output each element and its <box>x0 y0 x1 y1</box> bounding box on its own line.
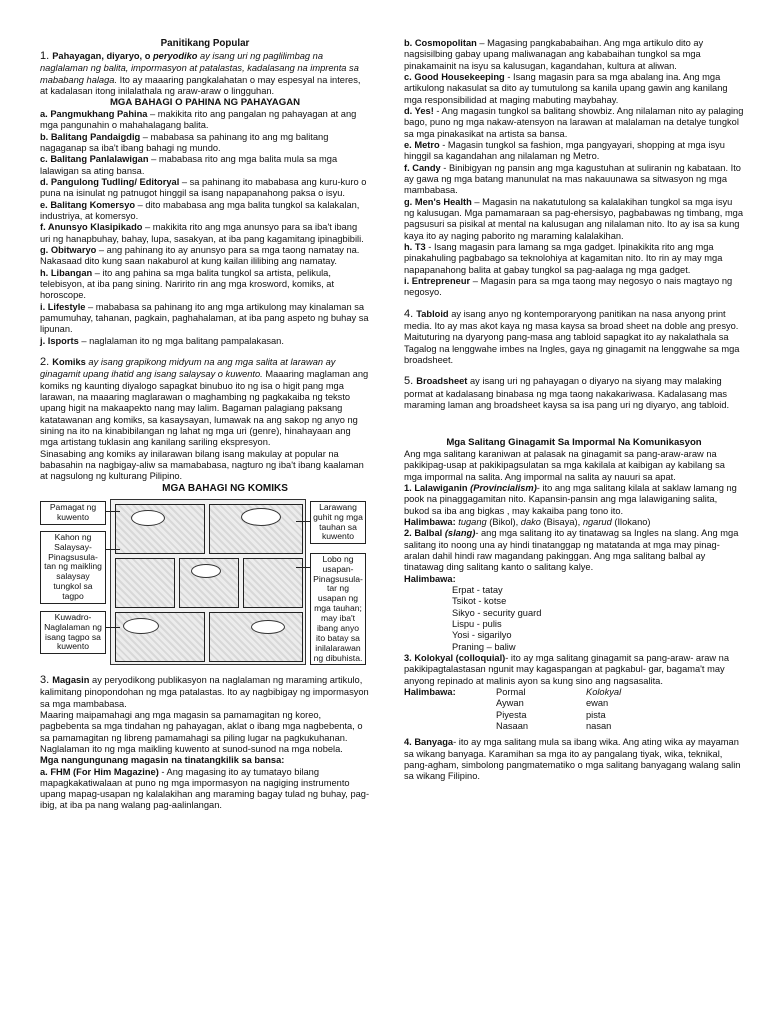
term-tabloid: Tabloid <box>416 308 449 319</box>
informal-heading: Mga Salitang Ginagamit Sa Impormal Na Komunikasyon <box>446 437 702 449</box>
list-item-label: d. Pangulong Tudling/ Editoryal <box>40 177 180 187</box>
item-broadsheet <box>404 375 744 411</box>
item-number: 5. <box>404 375 417 388</box>
magazine-text: - Ang magasing ito ay tumatayo bilang mapagkakatiwalaan at puno ng mga impormasyon na nagiging instrumento upang mapag-usapan ng kalalakihan ang maraming bagay tulad ng buhay, pag-ibig, at iba pa nang walang pag-aalinlangan. <box>40 766 370 811</box>
speech-bubble <box>131 510 165 526</box>
callout-label: Kahon ng Salaysay- <box>54 531 92 552</box>
item-number: 3. <box>40 673 53 686</box>
newspaper-parts-list <box>40 109 370 347</box>
callout-text: Larawang guhit ng mga tauhan sa kuwento <box>313 501 363 542</box>
example-word: dako <box>520 517 541 527</box>
list-item-text: – sa pahinang ito mababasa ang kuru-kuro o puna na isinulat ng patnugot hinggil sa isang napapanahong paksa o isyu. <box>40 177 367 199</box>
comic-panel <box>209 612 303 662</box>
term-komiks: Komiks <box>52 356 86 367</box>
magazines-heading: Mga nangungunang magasin na tinatangkilik sa bansa: <box>40 755 285 766</box>
list-item: Lispu - pulis <box>452 618 502 629</box>
pahayagan-description: Ito ay maaaring pangkalahatan o may espesyal na interes, at kadalasan itong inilalathala ng araw-araw o lingguhan. <box>40 74 361 96</box>
list-item <box>40 302 370 336</box>
list-item-text: – naglalaman ito ng mga balitang pampalakasan. <box>78 335 284 346</box>
item-number: 2. <box>40 355 53 368</box>
list-item <box>40 200 370 223</box>
magazine-item <box>404 242 744 276</box>
informal-intro: Ang mga salitang karaniwan at palasak na ginagamit sa pang-araw-araw na pakikipag-usap at pakikipagsulatan sa mga kakilala at kaibigan ay kabilang sa mga impormal na salita. Ang impormal na salita ay nauuri sa apat. <box>404 449 725 482</box>
callout-label: Lobo ng usapan- <box>322 553 354 574</box>
term-magasin: Magasin <box>52 674 90 685</box>
list-item-label: i. Lifestyle <box>40 301 86 312</box>
list-item-text: – makikita rito ang pangalan ng pahayagan at ang mga pangunahin o mahahalagang balita. <box>40 109 357 131</box>
item-term: (Provincialism) <box>470 483 537 494</box>
speech-bubble <box>191 564 221 578</box>
komiks-definition: ay isang grapikong midyum na ang mga salita at larawan ay ginagamit upang ihatid ang isang salaysay o kuwento. <box>40 356 336 380</box>
callout-text: Pinagsusula-tar ng usapan ng mga tauhan; may iba't ibang anyo ito batay sa inilalarawan ng dibuhista. <box>313 573 363 663</box>
informal-item-kolokyal <box>404 653 744 687</box>
magazine-item <box>404 38 744 72</box>
informal-item-banyaga <box>404 737 744 782</box>
list-item-label: h. Libangan <box>40 267 93 278</box>
magazine-text: – Magasin na nakatutulong sa kalalakihan tungkol sa mga isyu ng kalusugan. Mga pamamaraan sa pag-ehersisyo, pagbabawas ng timbang, mga pagsusuri sa pisikal at mental na kalusugan ang nilalaman nito. Ito ay isa sa kung kaya ito ay naging paborito ng maraming kalalakihan. <box>404 196 744 241</box>
document-title: Panitikang Popular <box>160 38 250 49</box>
list-item <box>40 268 370 302</box>
magazine-item <box>404 72 744 106</box>
magazine-label: h. T3 <box>404 241 426 252</box>
item-magasin <box>40 674 370 710</box>
balbal-example-label: Halimbawa: <box>404 573 456 584</box>
list-item-text: – mababasa sa pahinang ito ang mga artikulong may kinalaman sa pamumuhay, tahanan, pagkain, paghahalaman, at iba pang aspeto ng buhay sa lipunan. <box>40 301 369 335</box>
broadsheet-description: ay isang uri ng pahayagan o diyaryo na siyang may malaking pormat at kadalasang binabasa ng mga taong nakakariwasa. Kadalasang mas maraming laman ang broadsheet kaysa sa isa pang uri ng diyaryo, ang tabloid. <box>404 376 730 410</box>
left-column <box>40 38 370 812</box>
list-item-text: – ito ang pahina sa mga balita tungkol sa artista, pelikula, telebisyon, at iba pang sining. Naririto rin ang mga krosword, komiks, at horoscope. <box>40 267 335 301</box>
example-label: Halimbawa: <box>404 686 456 697</box>
magazine-label: c. Good Housekeeping <box>404 71 505 82</box>
callout-kuwadro <box>40 611 106 655</box>
magazine-label: g. Men's Health <box>404 196 472 207</box>
magazine-label: a. FHM (For Him Magazine) <box>40 766 159 777</box>
callout-arrow <box>106 511 120 512</box>
callout-text: Naglalaman ng isang tagpo sa kuwento <box>44 621 102 652</box>
term-broadsheet: Broadsheet <box>416 376 468 387</box>
list-item-text: – makikita rito ang mga anunsyo para sa iba't ibang uri ng hanapbuhay, bahay, lupa, sasakyan, at iba pang kagamitang ipinagbibili. <box>40 222 364 244</box>
table-cell: Aywan <box>496 698 524 709</box>
magazine-text: - Isang magasin para lamang sa mga gadget. Ipinakikita rito ang mga pinakahuling pagbabago sa teknolohiya at kagamitan nito. Ito rin ay may mga napapanahong balita at gabay tungkol sa pag-aalaga ng mga gadget. <box>404 241 723 275</box>
item-label: 1. Lalawiganin <box>404 483 471 494</box>
comic-panel <box>243 558 303 608</box>
example-word: ngarud <box>582 517 612 527</box>
section-heading-parts: MGA BAHAGI O PAHINA NG PAHAYAGAN <box>109 97 301 109</box>
callout-arrow <box>296 567 310 568</box>
table-cell: pista <box>586 709 606 720</box>
magazine-text: - Magasin tungkol sa fashion, mga pangyayari, shopping at mga isyu hinggil sa kagandahan ang nilalaman ng Metro. <box>404 139 725 162</box>
magazine-item <box>404 140 744 163</box>
tabloid-description: ay isang anyo ng kontemporaryong panitikan na nasa anyong print media. Ito ay mas akot kaya ng masa kaysa sa broad sheet na doble ang presyo. Maituturing na dyaryong pang-masa ang tabloid sapagkat ito ay nakalathala sa Tagalog na lenggwahe imbes na Ingles, gaya ng ginagamit na lenggwahe sa mga broadsheet. <box>404 308 740 365</box>
magasin-description-3: Naglalaman ito ng mga maikling kuwento at sunod-sunod na mga nobela. <box>40 743 343 754</box>
magazine-label: f. Candy <box>404 162 441 173</box>
callout-lobo <box>310 553 366 666</box>
callout-arrow <box>296 521 310 522</box>
item-label: 4. Banyaga <box>404 737 454 748</box>
magazine-text: - Binibigyan ng pansin ang mga kagustuhan at suliranin ng kabataan. Ito ay gawa ng mga batang manunulat na mas nakauunawa sa sitwasyon ng mga mambabasa. <box>404 162 741 196</box>
callout-arrow <box>106 549 120 550</box>
magazine-text: – Magasin para sa mga taong may negosyo o nais magtayo ng negosyo. <box>404 275 733 298</box>
magazine-text: - Isang magasin para sa mga abalang ina. Ang mga artikulong nakasulat sa dito ay tumutulong sa kanila upang gawin ang kanilang mga responsibilidad at maging mabuting maybahay. <box>404 71 728 105</box>
magazine-item <box>404 106 744 140</box>
item-komiks <box>40 356 370 449</box>
magazine-item <box>404 276 744 299</box>
item-number: 1. <box>40 49 53 62</box>
callout-label: Kuwadro- <box>54 611 92 622</box>
list-item-label: c. Balitang Panlalawigan <box>40 154 149 165</box>
magasin-description: ay peryodikong publikasyon na naglalaman ng maraming artikulo, kalimitang pinopondohan ng mga patalastas. Ito ay nagbibigay ng impormasyon sa mga mambabasa. <box>40 674 369 709</box>
example-origin: (Ilokano) <box>611 517 651 527</box>
list-item-label: a. Pangmukhang Pahina <box>40 109 148 120</box>
list-item-label: b. Balitang Pandaigdig <box>40 131 141 142</box>
table-cell: Nasaan <box>496 720 529 731</box>
pahayagan-definition: ay isang uri ng paglilimbag na naglalaman ng balita, impormasyon at patalastas, kadalasang na imprenta sa mababang halaga. <box>40 50 359 85</box>
list-item <box>40 132 370 155</box>
list-item <box>40 222 370 245</box>
callout-text: Pinagsusula-tan ng maikling salaysay tungkol sa tagpo <box>44 551 102 602</box>
item-number: 4. <box>404 307 417 320</box>
magazine-item <box>40 767 370 812</box>
magazine-label: b. Cosmopolitan <box>404 38 477 48</box>
list-item-text: – mababasa sa pahinang ito ang mg balitang nagaganap sa iba't ibang bahagi ng mundo. <box>40 131 329 154</box>
list-item-label: e. Balitang Komersyo <box>40 199 136 210</box>
list-item-label: g. Obitwaryo <box>40 244 97 255</box>
callout-text: Pamagat ng kuwento <box>49 501 97 522</box>
list-item-label: j. Isports <box>40 335 79 346</box>
list-item <box>40 245 370 268</box>
list-item-text: – dito mababasa ang mga balita tungkol sa kalakalan, industriya, at komersyo. <box>40 199 360 221</box>
magazine-item <box>404 197 744 242</box>
list-item: Yosi - sigarilyo <box>452 630 512 641</box>
informal-item-lalawiganin <box>404 483 744 517</box>
example-label: Halimbawa: <box>404 517 459 527</box>
callout-arrow <box>106 627 120 628</box>
speech-bubble <box>251 620 285 634</box>
magazine-label: e. Metro <box>404 139 440 150</box>
kolokyal-example-table <box>404 687 744 732</box>
list-item-text: – ang pahinang ito ay anunsyo para sa mga taong namatay na. Nakasaad dito kung saan nakaburol at kung kailan ililibing ang namatay. <box>40 244 360 267</box>
example-origin: (Bisaya), <box>540 517 583 527</box>
table-cell: Piyesta <box>496 709 527 720</box>
table-cell: ewan <box>586 698 609 709</box>
example-word: tugang <box>458 517 487 527</box>
list-item <box>40 109 370 132</box>
magazine-text: – Magasing pangkababaihan. Ang mga artikulo dito ay nagsisilbing gabay upang maliwanagan ang kababaihan tungkol sa mga pinakamainit na isyu sa kalusugan, kagandahan, kultura at aliwan. <box>404 38 704 71</box>
item-term: (slang) <box>444 528 476 539</box>
document-page <box>40 38 744 998</box>
item-label: 2. Balbal <box>404 528 445 539</box>
comic-panel <box>115 558 175 608</box>
callout-larawang-guhit <box>310 501 366 545</box>
magazine-list <box>404 38 744 299</box>
comics-parts-figure <box>40 497 366 665</box>
magazine-item <box>404 163 744 197</box>
term-pahayagan: Pahayagan, diyaryo, o <box>52 50 153 61</box>
table-cell: nasan <box>586 720 612 731</box>
speech-bubble <box>123 618 159 634</box>
lalawiganin-examples <box>404 517 744 528</box>
column-header: Pormal <box>496 686 526 697</box>
list-item <box>40 336 370 347</box>
comics-figure-title: MGA BAHAGI NG KOMIKS <box>162 482 288 494</box>
comic-panel <box>115 504 205 554</box>
magazine-label: i. Entrepreneur <box>404 275 471 286</box>
magasin-description-2: Maaring maipamahagi ang mga magasin sa pamamagitan ng koreo, pagbebenta sa mga tindahan ng pahayagan, aklat o ibang mga nagbebenta, o sa pamamagitan ng libreng pamamahagi sa piling lugar na pagkukuhanan. <box>40 709 363 743</box>
komiks-description-2: Sinasabing ang komiks ay inilarawan bilang isang makulay at popular na babasahin na nagbigay-aliw sa mamababasa, nagturo ng iba't ibang kaalaman at nagsulong ng kulturang Pilipino. <box>40 448 364 482</box>
term-peryodiko: peryodiko <box>153 50 198 61</box>
list-item <box>40 177 370 200</box>
balbal-example-list <box>452 585 744 653</box>
list-item: Sikyo - security guard <box>452 607 542 618</box>
list-item-label: f. Anunsyo Klasipikado <box>40 222 143 233</box>
item-text: - ito ang mga salitang kilala at saklaw lamang ng pook na pinaggagamitan nito. Kapansin-pansin ang mga lalawiganing salita, bukod sa iba ang bigkas , may kakaiba pang tono ito. <box>404 483 737 516</box>
example-origin: (Bikol), <box>486 517 521 527</box>
item-pahayagan <box>40 50 370 97</box>
item-text: - ang mga salitang ito ay tinatawag sa Ingles na slang. Ang mga salitang ito noong una ay hindi tinatanggap ng matatanda at mga may pinag-aralan dahil hindi raw magandang pakinggan. Ang mga salitang balbal ay tinatawag ding salitang kanto o salitang kalye. <box>404 528 739 573</box>
list-item: Tsikot - kotse <box>452 596 507 607</box>
magazine-label: d. Yes! <box>404 105 434 116</box>
item-text: - ito ay mga salitang mula sa ibang wika. Ang ating wika ay mayaman sa wikang banyaga. Karamihan sa mga ito ay pangalang tiyak, wika, teknikal, pang-agham, simbolong pangmatematiko o mga salitang banyagang walang salin sa wikang Filipino. <box>404 737 741 782</box>
magazine-text: - Ang magasin tungkol sa balitang showbiz. Ang nilalaman nito ay palaging bago, puno ng mga nakaw-atensyon na larawan at malalaman na detalye tungkol sa mga pinakasikat na artista sa bansa. <box>404 105 744 139</box>
column-header: Kolokyal <box>586 686 622 697</box>
list-item: Erpat - tatay <box>452 584 503 595</box>
item-label: 3. Kolokyal (colloquial) <box>404 652 506 663</box>
list-item-text: – mababasa rito ang mga balita mula sa mga lalawigan sa ating bansa. <box>40 154 338 176</box>
right-column <box>404 38 744 783</box>
callout-kahon <box>40 531 106 604</box>
callout-pamagat <box>40 501 106 525</box>
komiks-description: Maaaring maglaman ang komiks ng kaunting diyalogo sapagkat binubuo ito ng isa o higit pang mga larawan, na maaaring maglarawan o maghambing ng pagkakaiba ng teksto upang higit na makaapekto nang may lalim. Bagaman palagiang paksang katatawanan ang komiks, sa kasaysayan, lumawak na ang sakop ng anyo ng sining na ito na kinabibilangan ng lahat ng mga uri (genre), hinahayaan ang mga artistang tuklasin ang kanilang sariling ekspresyon. <box>40 369 369 448</box>
item-tabloid <box>404 308 744 367</box>
informal-item-balbal <box>404 528 744 573</box>
list-item <box>40 154 370 177</box>
item-text: - ito ay mga salitang ginagamit sa pang-araw- araw na pakikipagtalastasan ngunit may kagaspangan at pagkabul- gar, bagama't may anyong repinado at malinis ayon sa kung sino ang nagsasalita. <box>404 652 730 686</box>
speech-bubble <box>241 508 281 526</box>
list-item: Praning – baliw <box>452 641 516 652</box>
comic-page-illustration <box>110 499 306 665</box>
